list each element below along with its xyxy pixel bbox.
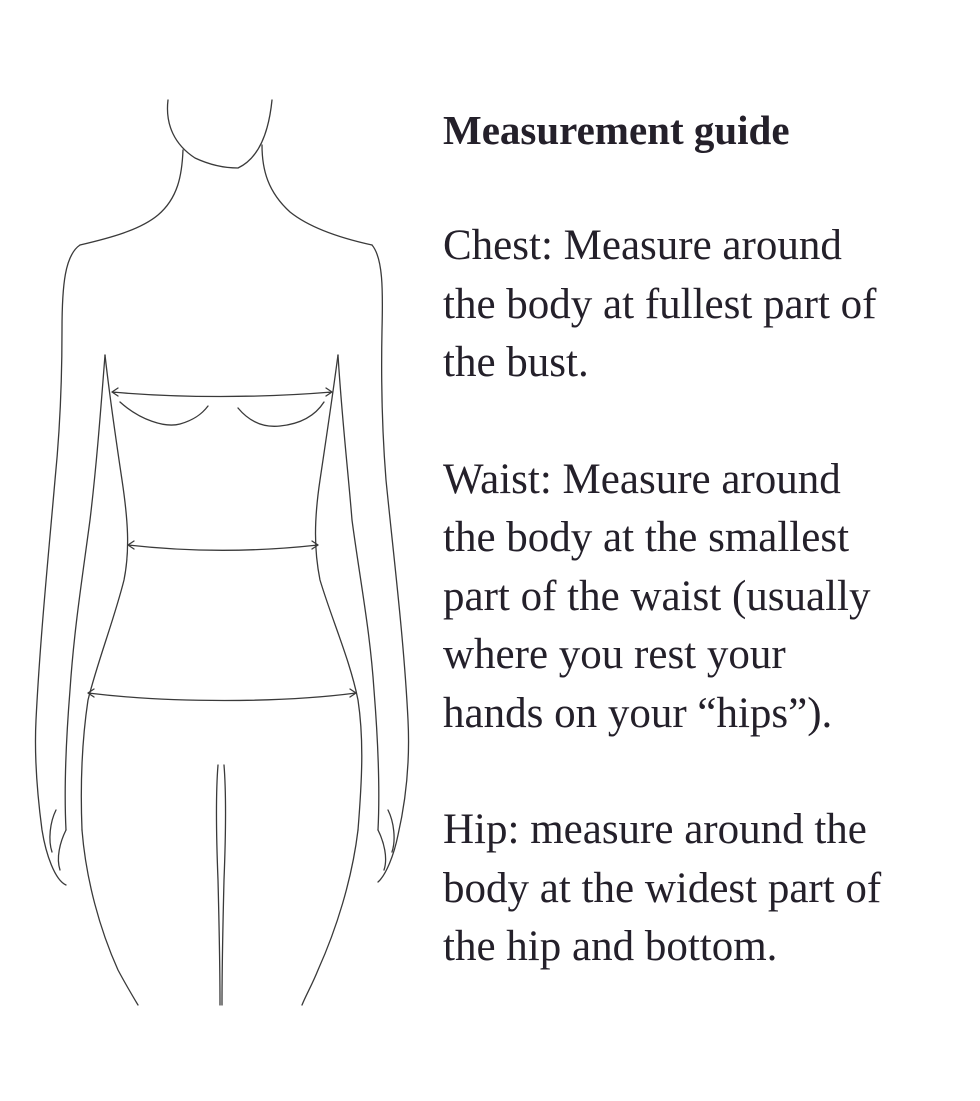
right-hand bbox=[378, 810, 394, 870]
left-arm-inner bbox=[65, 355, 105, 830]
left-leg-outer bbox=[82, 830, 138, 1005]
chest-instructions bbox=[443, 217, 973, 393]
chest-line: the bust. bbox=[443, 339, 589, 386]
hip-line: the hip and bottom. bbox=[443, 923, 778, 970]
waist-measure-line bbox=[128, 541, 318, 550]
chest-line: the body at fullest part of bbox=[443, 280, 877, 328]
torso-left-side bbox=[81, 355, 127, 830]
chest-measure-line bbox=[112, 388, 332, 397]
guide-title: Measurement guide bbox=[443, 107, 790, 153]
right-arm-outer bbox=[372, 245, 409, 882]
hip-line: Hip: measure around the bbox=[443, 806, 867, 853]
measurement-guide bbox=[443, 100, 973, 1035]
bust-curve-left bbox=[120, 402, 208, 425]
crotch-line bbox=[217, 765, 226, 1005]
waist-line: part of the waist (usually bbox=[443, 572, 871, 620]
neck-right-outline bbox=[262, 145, 372, 245]
left-arm-outer bbox=[35, 245, 80, 885]
hip-instructions bbox=[443, 801, 973, 977]
waist-instructions bbox=[443, 451, 973, 744]
right-leg-outer bbox=[302, 830, 358, 1005]
waist-line: Waist: Measure around bbox=[443, 455, 841, 503]
hip-line: body at the widest part of bbox=[443, 864, 882, 912]
waist-line: hands on your “hips”). bbox=[443, 689, 833, 737]
hip-measure-line bbox=[88, 689, 356, 701]
torso-right-side bbox=[316, 355, 362, 830]
right-arm-inner bbox=[338, 355, 379, 830]
bust-curve-right bbox=[238, 402, 324, 426]
neck-left-outline bbox=[80, 150, 183, 245]
body-figure-illustration bbox=[0, 0, 430, 1101]
left-hand bbox=[50, 810, 66, 870]
waist-line: the body at the smallest bbox=[443, 514, 850, 561]
chest-line: Chest: Measure around bbox=[443, 222, 842, 269]
waist-line: where you rest your bbox=[443, 631, 786, 678]
